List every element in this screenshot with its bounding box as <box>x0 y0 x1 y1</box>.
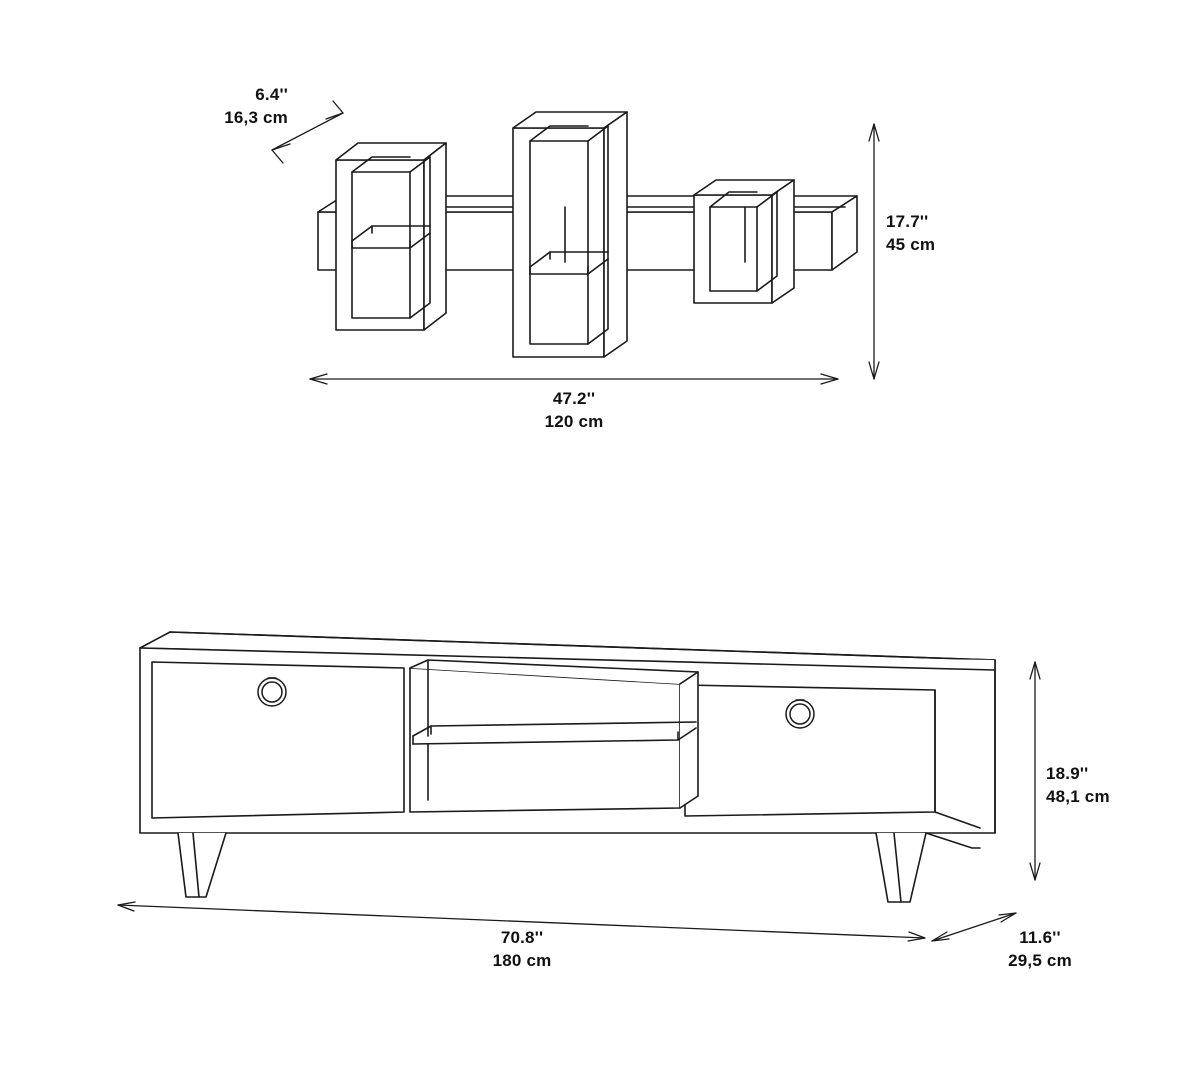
tv-stand-depth-inches: 11.6'' <box>1019 928 1061 947</box>
tv-stand-height-label <box>1046 763 1196 809</box>
tv-stand-width-cm: 180 cm <box>492 950 552 970</box>
tv-stand-drawing <box>140 632 995 902</box>
wall-shelf-width-cm: 120 cm <box>544 411 604 431</box>
tv-stand-height-inches: 18.9'' <box>1046 764 1089 783</box>
wall-shelf-drawing <box>318 112 857 357</box>
tv-stand-depth-label <box>955 927 1125 973</box>
wall-shelf-height-cm: 45 cm <box>886 234 936 254</box>
wall-shelf-height-inches: 17.7'' <box>886 212 929 231</box>
tv-stand-depth-cm: 29,5 cm <box>1008 950 1072 970</box>
wall-shelf-width-inches: 47.2'' <box>552 389 596 408</box>
wall-shelf-height-label <box>886 211 1026 257</box>
wall-shelf-width-label <box>474 388 674 434</box>
wall-shelf-depth-label <box>148 84 288 130</box>
wall-shelf-depth-cm: 16,3 cm <box>224 107 288 127</box>
wall-shelf-depth-inches: 6.4'' <box>255 85 288 104</box>
tv-stand-height-cm: 48,1 cm <box>1046 786 1110 806</box>
tv-stand-width-inches: 70.8'' <box>500 928 544 947</box>
tv-stand-width-label <box>422 927 622 973</box>
